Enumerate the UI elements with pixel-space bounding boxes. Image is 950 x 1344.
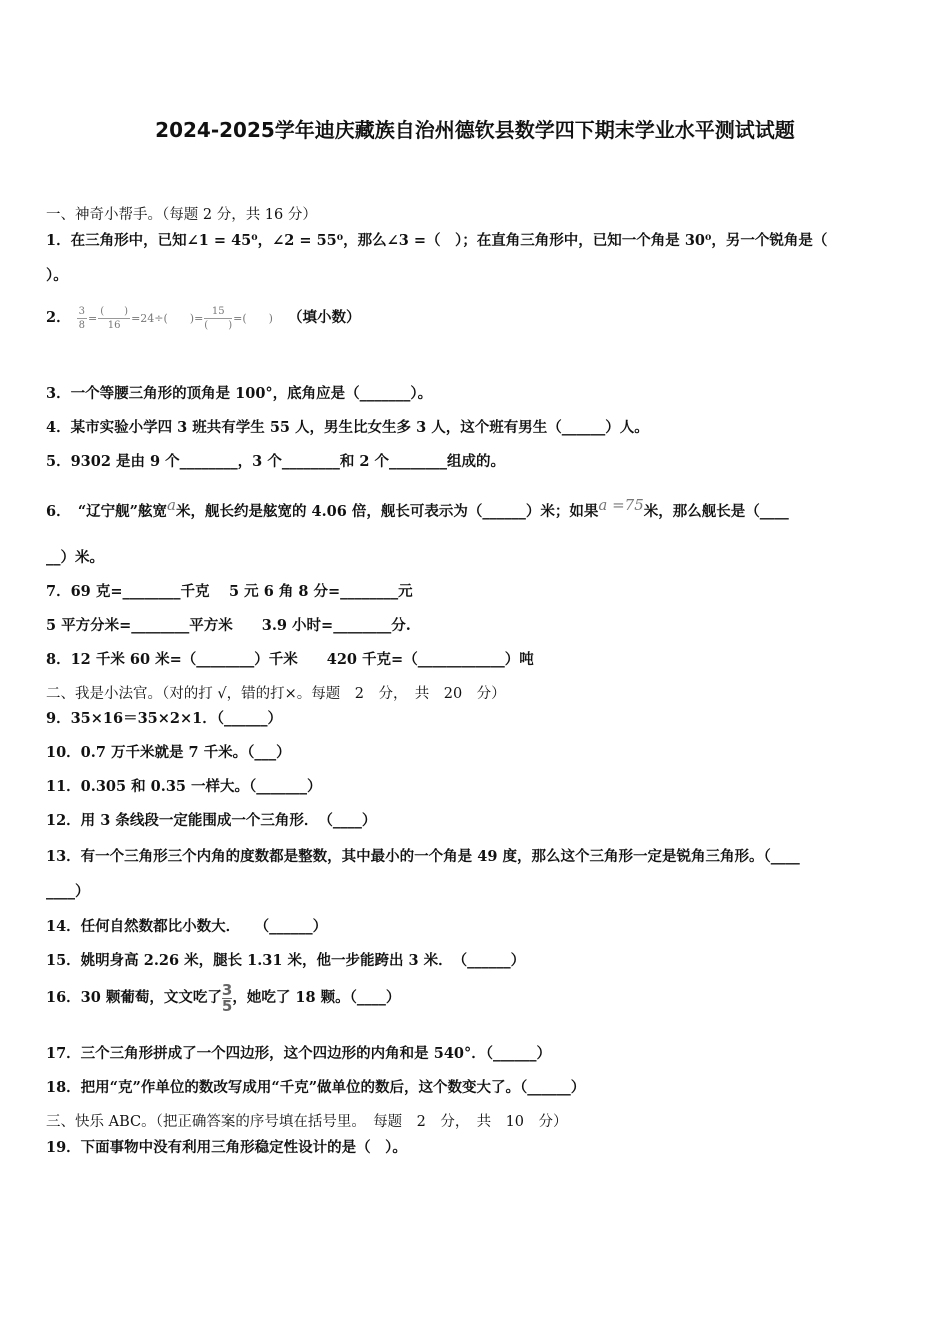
question-7-line-2: 5 平方分米=________平方米 3.9 小时=________分. [46, 617, 411, 634]
fraction-3-5: $\frac{3}{5}$ [221, 980, 233, 1015]
question-5: 5．9302 是由 9 个________，3 个________和 2 个________组成的。 [46, 453, 506, 470]
condition-a-75: a =75 [598, 496, 644, 514]
question-13-line-1: 13．有一个三角形三个内角的度数都是整数，其中最小的一个角是 49 度，那么这个三角形一定是锐角三角形。（____ [46, 848, 800, 865]
question-1-line-1: 1．在三角形中，已知∠1 = 45⁰，∠2 = 55⁰，那么∠3 =（ ）；在直角三角形中，已知一个角是 30⁰，另一个锐角是（ [46, 232, 828, 249]
question-18: 18．把用“克”作单位的数改写成用“千克”做单位的数后，这个数变大了。（______） [46, 1079, 586, 1096]
question-6-line-2: __）米。 [46, 549, 104, 566]
question-4: 4．某市实验小学四 3 班共有学生 55 人，男生比女生多 3 人，这个班有男生（______）人。 [46, 419, 649, 436]
fraction-3-8: $\frac{3}{8}$ [78, 305, 86, 331]
question-14: 14．任何自然数都比小数大． （______） [46, 918, 328, 935]
question-2-number: 2． [46, 309, 71, 326]
question-16: 16．30 颗葡萄，文文吃了 $\frac{3}{5}$ ，她吃了 18 颗。（____） [46, 980, 401, 1015]
question-15: 15．姚明身高 2.26 米，腿长 1.31 米，他一步能跨出 3 米． （______） [46, 952, 526, 969]
question-2-tail: （填小数） [287, 309, 361, 326]
question-3: 3．一个等腰三角形的顶角是 100°，底角应是（_______）。 [46, 385, 433, 402]
question-11: 11．0.305 和 0.35 一样大。（_______） [46, 778, 322, 795]
question-12: 12．用 3 条线段一定能围成一个三角形． （____） [46, 812, 377, 829]
question-1-line-2: ）。 [46, 267, 68, 284]
question-8: 8．12 千米 60 米=（________）千米 420 千克=（____________）吨 [46, 651, 534, 668]
section-3-heading: 三、快乐 ABC。（把正确答案的序号填在括号里。 每题 2 分， 共 10 分） [46, 1114, 568, 1130]
question-10: 10．0.7 万千米就是 7 千米。（___） [46, 744, 291, 761]
question-6-line-1: 6． “辽宁舰”舷宽a米，舰长约是舷宽的 4.06 倍，舰长可表示为（______）米；如果a =75米，那么舰长是（____ [46, 496, 789, 520]
question-13-line-2: ____） [46, 883, 90, 900]
question-17: 17．三个三角形拼成了一个四边形，这个四边形的内角和是 540°．（______） [46, 1045, 551, 1062]
fraction-blank-16: $\frac{( )}{16}$ [100, 305, 129, 331]
variable-a: a [167, 496, 176, 514]
section-2-heading: 二、我是小法官。（对的打 √，错的打×。每题 2 分， 共 20 分） [46, 686, 506, 702]
page-title: 2024-2025学年迪庆藏族自治州德钦县数学四下期末学业水平测试试题 [155, 118, 795, 142]
question-2: 2． $\frac{3}{8}$ = $\frac{( )}{16}$ =24÷( )= $\frac{15}{( )}$ =( ) （填小数） [46, 305, 361, 331]
question-9: 9．35×16＝35×2×1．（______） [46, 710, 282, 727]
section-1-heading: 一、神奇小帮手。（每题 2 分，共 16 分） [46, 207, 317, 223]
fraction-15-blank: $\frac{15}{( )}$ [204, 305, 233, 331]
question-7-line-1: 7．69 克=________千克 5 元 6 角 8 分=________元 [46, 583, 413, 600]
question-19: 19．下面事物中没有利用三角形稳定性设计的是（ ）。 [46, 1139, 407, 1156]
